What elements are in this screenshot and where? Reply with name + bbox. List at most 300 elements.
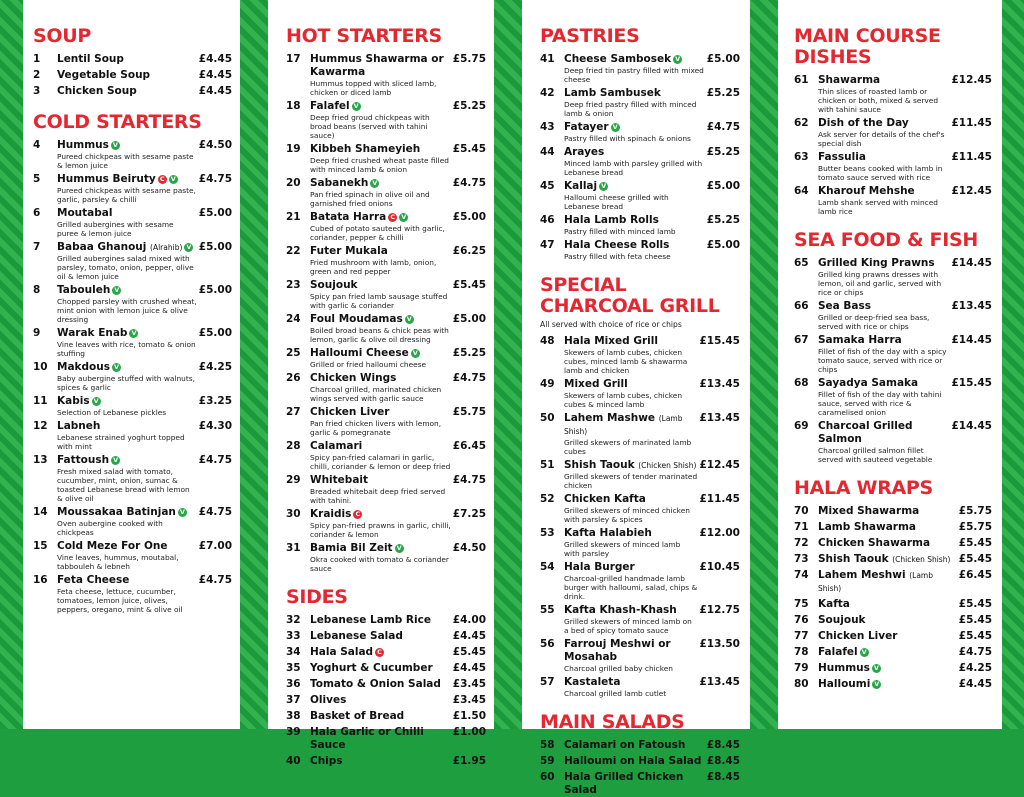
item-description: Grilled skewers of minced lamb with parsley — [564, 540, 681, 558]
item-name: Kafta — [818, 598, 850, 610]
item-name-wrap — [57, 540, 197, 553]
vegetarian-icon: V — [675, 55, 681, 63]
item-price: £7.25 — [452, 508, 486, 520]
item-number: 11 — [33, 395, 48, 407]
item-number: 10 — [33, 361, 48, 373]
section-title: HALA WRAPS — [794, 477, 933, 499]
item-price: £10.45 — [699, 561, 740, 573]
item-price: £13.45 — [951, 300, 992, 312]
menu-item — [33, 420, 232, 451]
menu-item — [33, 241, 232, 281]
item-name: Shish Taouk — [564, 459, 635, 471]
item-name: Cheese Sambosek — [564, 53, 672, 65]
item-number: 37 — [286, 694, 301, 706]
item-price: £12.00 — [699, 527, 740, 539]
vegetarian-icon: V — [179, 508, 185, 516]
menu-item — [794, 569, 992, 595]
menu-item — [540, 638, 740, 673]
item-name-wrap — [57, 69, 197, 82]
item-name-wrap — [57, 454, 197, 467]
chilli-icon: C — [375, 648, 384, 657]
item-name: Futer Mukala — [310, 245, 388, 257]
menu-item — [794, 257, 992, 297]
item-name: Feta Cheese — [57, 574, 130, 586]
item-number: 69 — [794, 420, 809, 432]
item-name-wrap — [818, 151, 949, 164]
menu-item — [794, 420, 992, 464]
item-name: Halloumi on Hala Salad — [564, 755, 702, 767]
item-name: Cold Meze For One — [57, 540, 168, 552]
item-name-wrap — [310, 347, 451, 360]
section-title: SPECIAL CHARCOAL GRILL — [540, 274, 720, 317]
item-number: 49 — [540, 378, 555, 390]
item-description: Charcoal grilled baby chicken — [564, 664, 673, 673]
item-name-wrap — [564, 755, 705, 768]
menu-item — [540, 87, 740, 118]
menu-item — [794, 117, 992, 148]
section-title: MAIN COURSE DISHES — [794, 25, 941, 68]
item-name-wrap — [310, 755, 451, 768]
vegetarian-icon: V — [113, 456, 119, 464]
item-name: Basket of Bread — [310, 710, 405, 722]
item-description: Charcoal grilled lamb cutlet — [564, 689, 667, 698]
item-name: Hala Burger — [564, 561, 635, 573]
menu-item — [540, 378, 740, 409]
item-name-wrap — [310, 474, 451, 487]
item-name: Whitebait — [310, 474, 369, 486]
menu-item — [286, 678, 486, 691]
menu-item — [540, 604, 740, 635]
menu-item — [33, 173, 232, 204]
item-number: 2 — [33, 69, 41, 81]
menu-item — [33, 361, 232, 392]
item-number: 61 — [794, 74, 809, 86]
item-name: Falafel — [310, 100, 350, 112]
item-name-wrap — [57, 139, 197, 152]
vegetarian-icon: V — [93, 397, 99, 405]
menu-item — [33, 85, 232, 98]
item-name-wrap — [310, 662, 451, 675]
item-number: 73 — [794, 553, 809, 565]
item-price: £11.45 — [699, 493, 740, 505]
item-name: Hummus — [57, 139, 109, 151]
item-name-wrap — [564, 527, 697, 540]
menu-panel-2 — [268, 0, 494, 767]
menu-item — [286, 143, 486, 174]
item-number: 19 — [286, 143, 301, 155]
item-price: £14.45 — [951, 257, 992, 269]
item-number: 79 — [794, 662, 809, 674]
item-number: 21 — [286, 211, 301, 223]
item-number: 17 — [286, 53, 301, 65]
item-price: £5.45 — [452, 143, 486, 155]
item-name: Hummus Beiruty — [57, 173, 156, 185]
item-name: Soujouk — [310, 279, 358, 291]
border-strip-2 — [494, 0, 522, 729]
item-name-wrap — [564, 335, 697, 348]
item-description: Deep fried groud chickpeas with broad beans (served with tahini sauce) — [310, 113, 430, 140]
item-name: Yoghurt & Cucumber — [310, 662, 433, 674]
item-name-wrap — [57, 241, 197, 254]
item-number: 77 — [794, 630, 809, 642]
item-number: 9 — [33, 327, 41, 339]
item-name: Soujouk — [818, 614, 866, 626]
item-number: 22 — [286, 245, 301, 257]
item-name-wrap — [818, 678, 957, 691]
item-description: Cubed of potato sauteed with garlic, coriander, pepper & chilli — [310, 224, 445, 242]
item-price: £8.45 — [706, 771, 740, 783]
menu-item — [33, 454, 232, 503]
item-number: 1 — [33, 53, 41, 65]
vegetarian-icon: V — [114, 286, 120, 294]
item-name-wrap — [310, 313, 451, 326]
menu-panel-1 — [23, 0, 240, 729]
item-name-wrap — [818, 334, 949, 347]
item-number: 41 — [540, 53, 555, 65]
item-number: 35 — [286, 662, 301, 674]
section-title: PASTRIES — [540, 25, 640, 47]
item-price: £11.45 — [951, 117, 992, 129]
item-name: Fattoush — [57, 454, 110, 466]
item-name-wrap — [564, 771, 705, 797]
item-name-wrap — [564, 412, 697, 438]
item-name: Calamari on Fatoush — [564, 739, 686, 751]
menu-item — [286, 474, 486, 505]
item-number: 6 — [33, 207, 41, 219]
menu-item — [286, 177, 486, 208]
menu-item — [794, 300, 992, 331]
item-price: £4.50 — [452, 542, 486, 554]
item-description: Spicy pan-fried prawns in garlic, chilli, coriander & lemon — [310, 521, 451, 539]
item-description: Vine leaves, hummus, moutabal, tabbouleh & lebneh — [57, 553, 179, 571]
item-name: Hala Salad — [310, 646, 374, 658]
vegetarian-icon: V — [874, 680, 880, 688]
item-number: 34 — [286, 646, 301, 658]
item-price: £4.75 — [706, 121, 740, 133]
section-title: COLD STARTERS — [33, 111, 202, 133]
menu-item — [33, 395, 232, 417]
item-name: Bamia Bil Zeit — [310, 542, 393, 554]
section-note: All served with choice of rice or chips — [540, 320, 682, 329]
menu-item — [540, 676, 740, 698]
item-price: £8.45 — [706, 739, 740, 751]
item-price: £5.75 — [958, 505, 992, 517]
item-name-wrap — [57, 506, 197, 519]
menu-item — [540, 771, 740, 797]
menu-item — [286, 347, 486, 369]
item-description: Chopped parsley with crushed wheat, mint onion with lemon juice & olive dressing — [57, 297, 197, 324]
item-name-wrap — [310, 630, 451, 643]
item-price: £4.75 — [452, 474, 486, 486]
menu-item — [794, 505, 992, 518]
item-price: £5.45 — [958, 614, 992, 626]
item-price: £5.45 — [958, 598, 992, 610]
item-name-wrap — [564, 604, 697, 617]
item-name: Sayadya Samaka — [818, 377, 919, 389]
vegetarian-icon: V — [601, 182, 607, 190]
item-number: 74 — [794, 569, 809, 581]
item-description: Vine leaves with rice, tomato & onion stuffing — [57, 340, 196, 358]
item-description: Spicy pan fried lamb sausage stuffed with garlic & coriander — [310, 292, 448, 310]
menu-item — [794, 598, 992, 611]
item-name-wrap — [57, 53, 197, 66]
item-name: Makdous — [57, 361, 110, 373]
item-name-wrap — [310, 406, 451, 419]
item-number: 30 — [286, 508, 301, 520]
item-number: 3 — [33, 85, 41, 97]
item-name: Lahem Mashwe — [564, 412, 656, 424]
item-name-wrap — [564, 53, 705, 66]
menu-item — [794, 521, 992, 534]
item-price: £5.00 — [452, 211, 486, 223]
item-price: £5.25 — [452, 347, 486, 359]
item-number: 75 — [794, 598, 809, 610]
item-name: Halloumi — [818, 678, 871, 690]
vegetarian-icon: V — [170, 175, 176, 183]
item-name-wrap — [564, 121, 705, 134]
item-description: Grilled skewers of minced chicken with parsley & spices — [564, 506, 690, 524]
item-price: £12.75 — [699, 604, 740, 616]
item-name-wrap — [818, 420, 949, 446]
item-name: Hala Grilled Chicken Salad — [564, 771, 684, 796]
item-name-wrap — [818, 300, 949, 313]
item-name-wrap — [564, 459, 697, 472]
item-name: Chicken Liver — [310, 406, 390, 418]
item-number: 43 — [540, 121, 555, 133]
item-number: 53 — [540, 527, 555, 539]
item-number: 24 — [286, 313, 301, 325]
section-title: SOUP — [33, 25, 91, 47]
menu-item — [540, 527, 740, 558]
item-price: £5.00 — [706, 180, 740, 192]
item-price: £4.30 — [198, 420, 232, 432]
item-price: £3.25 — [198, 395, 232, 407]
menu-item — [540, 755, 740, 768]
item-price: £1.95 — [452, 755, 486, 767]
item-name-wrap — [310, 694, 451, 707]
section-title: SIDES — [286, 586, 348, 608]
border-strip-right — [1002, 0, 1024, 729]
item-name: Hala Mixed Grill — [564, 335, 658, 347]
item-name: Lamb Sambusek — [564, 87, 661, 99]
vegetarian-icon: V — [412, 349, 418, 357]
menu-panel-3 — [522, 0, 750, 796]
menu-item — [286, 755, 486, 768]
menu-item — [286, 100, 486, 140]
menu-item — [794, 185, 992, 216]
item-name-wrap — [57, 284, 197, 297]
item-name-wrap — [818, 553, 957, 566]
item-price: £3.45 — [452, 694, 486, 706]
item-tag: (Chicken Shish) — [892, 555, 951, 564]
item-price: £8.45 — [706, 755, 740, 767]
item-name: Babaa Ghanouj — [57, 241, 147, 253]
item-number: 58 — [540, 739, 555, 751]
vegetarian-icon: V — [186, 243, 192, 251]
menu-item — [794, 74, 992, 114]
item-number: 48 — [540, 335, 555, 347]
item-number: 28 — [286, 440, 301, 452]
item-price: £4.75 — [452, 177, 486, 189]
item-name-wrap — [310, 53, 451, 79]
item-price: £5.00 — [706, 239, 740, 251]
item-number: 14 — [33, 506, 48, 518]
item-name: Chips — [310, 755, 343, 767]
item-name: Hala Cheese Rolls — [564, 239, 670, 251]
item-name-wrap — [57, 327, 197, 340]
item-price: £14.45 — [951, 420, 992, 432]
menu-item — [286, 694, 486, 707]
menu-item — [286, 646, 486, 659]
item-description: Fresh mixed salad with tomato, cucumber, mint, onion, sumac & toasted Lebanese bread with lemon & olive oil — [57, 467, 190, 503]
item-description: Deep fried tin pastry filled with mixed cheese — [564, 66, 704, 84]
item-number: 31 — [286, 542, 301, 554]
item-description: Skewers of lamb cubes, chicken cubes, minced lamb & shawarma lamb and chicken — [564, 348, 688, 375]
item-number: 70 — [794, 505, 809, 517]
vegetarian-icon: V — [406, 315, 412, 323]
item-name: Shawarma — [818, 74, 881, 86]
item-price: £13.45 — [699, 412, 740, 424]
item-price: £15.45 — [699, 335, 740, 347]
vegetarian-icon: V — [873, 664, 879, 672]
item-name: Kallaj — [564, 180, 598, 192]
item-tag: (Lamb Shish) — [818, 571, 934, 593]
item-description: Butter beans cooked with lamb in tomato sauce served with rice — [818, 164, 943, 182]
item-name-wrap — [564, 493, 697, 506]
item-number: 65 — [794, 257, 809, 269]
menu-item — [286, 630, 486, 643]
item-name-wrap — [57, 361, 197, 374]
item-name: Mixed Shawarma — [818, 505, 920, 517]
item-description: Grilled skewers of tender marinated chicken — [564, 472, 698, 490]
item-number: 42 — [540, 87, 555, 99]
menu-item — [33, 327, 232, 358]
item-price: £5.25 — [452, 100, 486, 112]
item-price: £4.45 — [452, 662, 486, 674]
item-name: Lebanese Salad — [310, 630, 403, 642]
item-number: 78 — [794, 646, 809, 658]
item-name: Labneh — [57, 420, 101, 432]
menu-item — [794, 553, 992, 566]
item-name: Charcoal Grilled Salmon — [818, 420, 913, 445]
item-price: £13.45 — [699, 378, 740, 390]
menu-item — [794, 646, 992, 659]
menu-item — [33, 284, 232, 324]
item-name-wrap — [57, 574, 197, 587]
menu-item — [540, 335, 740, 375]
item-description: Grilled or deep-fried sea bass, served with rice or chips — [818, 313, 930, 331]
item-price: £4.45 — [958, 678, 992, 690]
menu-item — [286, 245, 486, 276]
menu-item — [286, 211, 486, 242]
item-number: 36 — [286, 678, 301, 690]
item-price: £1.00 — [452, 726, 486, 738]
item-name: Warak Enab — [57, 327, 128, 339]
vegetarian-icon: V — [401, 213, 407, 221]
item-price: £5.00 — [198, 284, 232, 296]
item-number: 50 — [540, 412, 555, 424]
item-name: Farrouj Meshwi or Mosahab — [564, 638, 671, 663]
menu-item — [286, 372, 486, 403]
item-number: 5 — [33, 173, 41, 185]
item-name-wrap — [57, 395, 197, 408]
item-price: £12.45 — [699, 459, 740, 471]
item-name: Hummus — [818, 662, 870, 674]
item-name: Falafel — [818, 646, 858, 658]
item-name-wrap — [57, 420, 197, 433]
item-number: 45 — [540, 180, 555, 192]
item-name: Lahem Meshwi — [818, 569, 906, 581]
item-description: Deep fried crushed wheat paste filled with minced lamb & onion — [310, 156, 449, 174]
item-description: Grilled skewers of marinated lamb cubes — [564, 438, 692, 456]
item-description: Grilled king prawns dresses with lemon, oil and garlic, served with rice or chips — [818, 270, 942, 297]
vegetarian-icon: V — [861, 648, 867, 656]
menu-item — [540, 214, 740, 236]
item-name: Arayes — [564, 146, 605, 158]
item-number: 20 — [286, 177, 301, 189]
item-price: £5.75 — [452, 53, 486, 65]
item-description: Charcoal grilled, marinated chicken wings served with garlic sauce — [310, 385, 442, 403]
item-name: Hummus Shawarma or Kawarma — [310, 53, 444, 78]
menu-item — [286, 542, 486, 573]
item-description: Halloumi cheese grilled with Lebanese bread — [564, 193, 669, 211]
item-name: Sea Bass — [818, 300, 872, 312]
item-price: £12.45 — [951, 74, 992, 86]
item-price: £3.45 — [452, 678, 486, 690]
menu-item — [286, 406, 486, 437]
item-price: £4.45 — [198, 69, 232, 81]
item-description: Charcoal grilled salmon fillet served with sauteed vegetable — [818, 446, 933, 464]
item-description: Lebanese strained yoghurt topped with mint — [57, 433, 185, 451]
item-price: £4.50 — [198, 139, 232, 151]
item-name: Dish of the Day — [818, 117, 909, 129]
vegetarian-icon: V — [396, 544, 402, 552]
item-price: £5.00 — [452, 313, 486, 325]
item-name: Hala Garlic or Chilli Sauce — [310, 726, 424, 751]
item-name: Kafta Khash-Khash — [564, 604, 677, 616]
item-name: Samaka Harra — [818, 334, 902, 346]
item-description: Baby aubergine stuffed with walnuts, spices & garlic — [57, 374, 195, 392]
menu-item — [286, 508, 486, 539]
item-description: Charcoal-grilled handmade lamb burger with halloumi, salad, chips & drink. — [564, 574, 698, 601]
item-name: Hala Lamb Rolls — [564, 214, 659, 226]
item-description: Pan fried chicken livers with lemon, garlic & pomegranate — [310, 419, 442, 437]
item-description: Skewers of lamb cubes, chicken cubes & minced lamb — [564, 391, 683, 409]
item-description: Boiled broad beans & chick peas with lemon, garlic & olive oil dressing — [310, 326, 449, 344]
item-number: 25 — [286, 347, 301, 359]
item-name-wrap — [310, 710, 451, 723]
item-name-wrap — [564, 146, 705, 159]
item-name: Vegetable Soup — [57, 69, 151, 81]
item-name-wrap — [818, 537, 957, 550]
border-strip-left — [0, 0, 23, 729]
item-description: Okra cooked with tomato & coriander sauce — [310, 555, 449, 573]
item-price: £4.45 — [198, 53, 232, 65]
item-price: £5.75 — [452, 406, 486, 418]
vegetarian-icon: V — [113, 363, 119, 371]
item-tag: (Alrahib) — [150, 243, 183, 252]
item-tag: (Lamb Shish) — [564, 414, 683, 436]
item-number: 68 — [794, 377, 809, 389]
item-number: 39 — [286, 726, 301, 738]
item-name-wrap — [818, 630, 957, 643]
item-description: Deep fried pastry filled with minced lamb & onion — [564, 100, 697, 118]
item-number: 62 — [794, 117, 809, 129]
item-name: Kastaleta — [564, 676, 621, 688]
menu-item — [540, 180, 740, 211]
item-price: £4.25 — [198, 361, 232, 373]
item-name: Fassulia — [818, 151, 866, 163]
